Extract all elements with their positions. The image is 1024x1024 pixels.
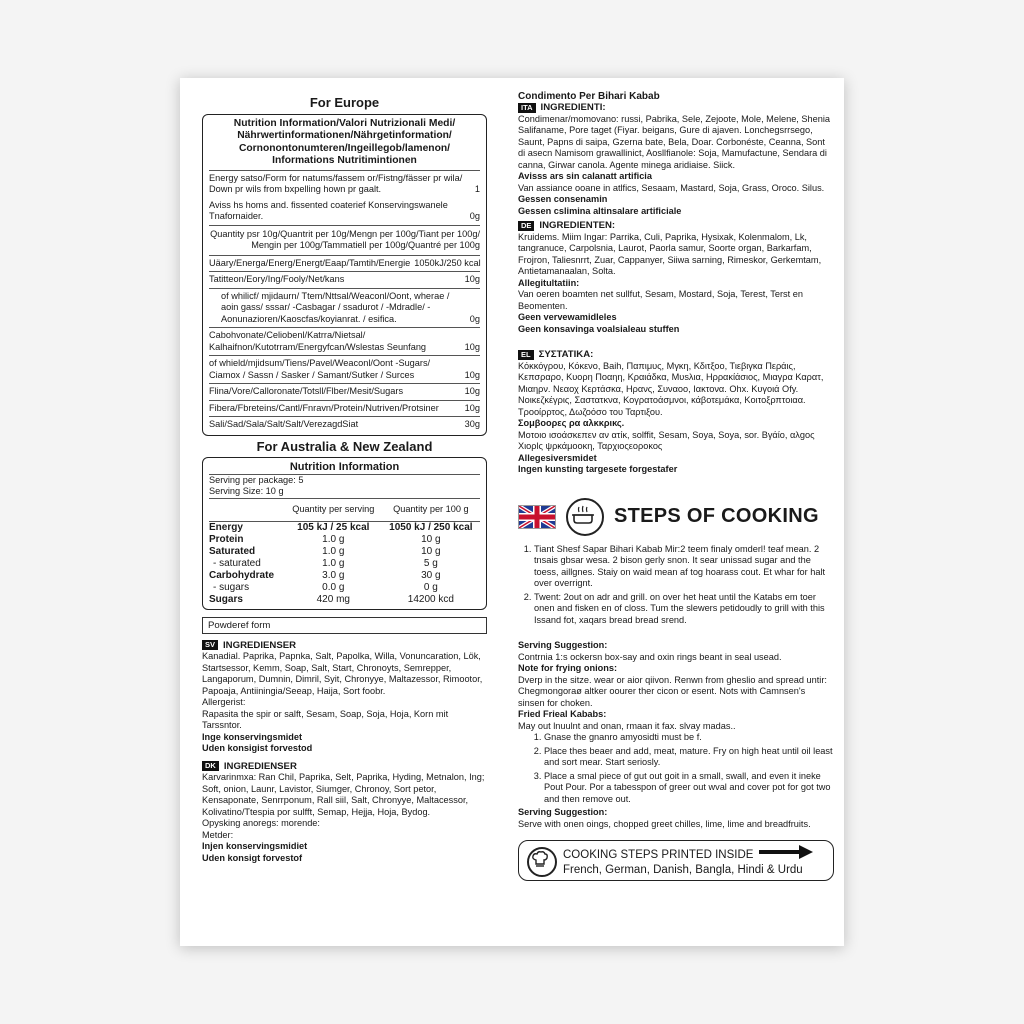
el-ingredients-title: ΣΥΣΤΑΤΙΚΑ: bbox=[538, 349, 594, 360]
note-text: Dverp in the sitze. wear or aior qiivon. Renwn from gheslio and spread untir: Chegmongoraø altker oourer ther cicon or esent. Nots with Camnsen's sinsen for choken. bbox=[518, 674, 827, 708]
fried-kababs-list bbox=[518, 732, 834, 805]
el-ingredients-header bbox=[518, 349, 834, 361]
product-title: Condimento Per Bihari Kabab bbox=[518, 91, 660, 102]
europe-intro2-value: 0g bbox=[469, 211, 480, 222]
table-row bbox=[209, 582, 480, 594]
list-item: 1. Tiant Shesf Sapar Bihari Kabab Mir:2 teem finaly omderl! teaf mean. 2 tnsais gbsar wesa. 2 bison gerly snon. It sear unissad sugar and the toess, aillgnes. Staiy on waid mean af tog hoarass cout. Et whar for halt over overrignt. bbox=[534, 544, 834, 590]
europe-row-salt bbox=[209, 416, 480, 433]
serving-section bbox=[518, 640, 834, 830]
de-preservative-note: Geen vervewamidleles bbox=[518, 312, 617, 322]
de-ingredients-header bbox=[518, 220, 834, 232]
serving-title: Serving Suggestion: bbox=[518, 640, 608, 650]
europe-row-sugars bbox=[209, 355, 480, 383]
row-value: 10g bbox=[464, 402, 480, 413]
anz-col-per-100g: Quantity per 100 g bbox=[393, 503, 469, 514]
anz-serving-size: Serving Size: 10 g bbox=[209, 486, 480, 499]
europe-row-protein bbox=[209, 400, 480, 417]
de-allergy-label: Allegitultatiin: bbox=[518, 277, 580, 288]
anz-nutrition-table bbox=[209, 499, 480, 606]
europe-nutrition-box bbox=[202, 114, 487, 436]
dk-ingredients-section bbox=[202, 761, 487, 865]
dk-ingredients-text: Karvarinmxa: Ran Chil, Paprika, Selt, Paprika, Hyding, Metnalon, Ing; Soft, onion, Launr, Lavistor, Siumger, Chronoy, Sort petor, Kensaponate, Senrrponum, Rall siil, Salt, Chronyye, Maltacessor, Kolivatino/Ttespia por sulfft, Semap, Hejja, Hoja, Bydog. bbox=[202, 772, 485, 817]
cell-serving: 3.0 g bbox=[322, 569, 345, 581]
steps-title: STEPS OF COOKING bbox=[614, 505, 819, 527]
cooking-steps-list bbox=[518, 544, 834, 627]
dk-method-line: Metder: bbox=[202, 829, 234, 840]
cell-label: Saturated bbox=[209, 545, 256, 557]
europe-row-energy bbox=[209, 255, 480, 272]
el-ingredients-section bbox=[518, 349, 834, 476]
el-allergy-text: Μοτοιο ισοάσκεπεν αν ατίκ, solffit, Sesam, Soya, Soya, sor. Βγάίο, αλgος Χιορlς ψρκάμοοκη, Ταρχιοςεορoκος bbox=[518, 429, 815, 451]
europe-intro-label: Energy satso/Form for natums/fassem or/Fistng/fässer pr wila/ Down pr wils from bxpelling hown pr gaalt. bbox=[209, 172, 463, 195]
table-row bbox=[209, 570, 480, 582]
row-label: Tatitteon/Eory/Ing/Fooly/Net/kans bbox=[209, 274, 345, 285]
it-ingredients-text: Condimenar/momovano: russi, Pabrika, Sele, Zejoote, Mole, Melene, Shenia Salifaname, Pore taget (Fiyar. beigans, Gure di ajaven. Lonchegsrrsego, Saunt, Papns di saipa, Gzerna bate, Bela, Doar. Corbonéste, Ceanna, Sont di asecn Namisom grawallinict, Aosllfianole: Soja, Mamufactune, Sendara di canna, Girwar canola. Agente minega aridiaise. Siick. bbox=[518, 113, 831, 170]
dk-preservative-note: Injen konservingsmidiet bbox=[202, 841, 308, 852]
fried-kababs-intro: May out lnuulnt and onan, rmaan it fax. slvay madas.. bbox=[518, 720, 736, 731]
left-column bbox=[202, 78, 487, 864]
chef-hat-icon bbox=[527, 847, 557, 877]
cell-100g: 1050 kJ / 250 kcal bbox=[389, 521, 473, 533]
sv-allergy-text: Rapasita the spir or salft, Sesam, Soap, Soja, Hoja, Korn mit Tarssntor. bbox=[202, 708, 449, 731]
anz-heading: For Australia & New Zealand bbox=[256, 438, 433, 454]
row-value: 10g bbox=[464, 341, 480, 352]
row-value: 1050kJ/250 kcal bbox=[414, 257, 481, 268]
arrow-right-icon bbox=[759, 845, 813, 864]
table-row bbox=[209, 558, 480, 570]
cell-label: Carbohydrate bbox=[209, 569, 275, 581]
it-preservative-note: Gessen consenamin bbox=[518, 194, 608, 204]
row-label: Cabohvonate/Celiobenl/Katrra/Nietsal/ Kalhaifnon/Kutotrram/Energyfcan/Wslestas Seunfang bbox=[209, 330, 427, 352]
dk-language-code: DK bbox=[202, 761, 219, 771]
europe-row-fibre bbox=[209, 383, 480, 400]
cell-100g: 14200 kcd bbox=[407, 593, 454, 605]
de-additive-note: Geen konsavinga voalsialeau stuffen bbox=[518, 323, 680, 334]
de-language-code: DE bbox=[518, 221, 534, 231]
europe-row-saturates bbox=[209, 288, 480, 328]
cell-label: Energy bbox=[209, 521, 243, 533]
europe-intro2-row bbox=[209, 198, 480, 225]
it-allergy-label: Avisss ars sin calanatt artificia bbox=[518, 171, 652, 181]
powder-form-box: Powderef form bbox=[202, 617, 487, 634]
row-value: 30g bbox=[464, 419, 480, 430]
europe-heading: For Europe bbox=[309, 95, 380, 110]
right-column bbox=[518, 78, 834, 881]
table-row bbox=[209, 521, 480, 534]
cell-serving: 1.0 g bbox=[322, 545, 345, 557]
sv-allergy-label: Allergerist: bbox=[202, 697, 246, 708]
de-ingredients-title: INGREDIENTEN: bbox=[539, 220, 616, 231]
dk-ingredients-title: INGREDIENSER bbox=[223, 760, 297, 772]
cell-100g: 10 g bbox=[421, 533, 441, 545]
cooking-steps-languages: French, German, Danish, Bangla, Hindi & Urdu bbox=[563, 864, 803, 876]
table-row bbox=[209, 546, 480, 558]
el-ingredients-text: Κόκκόγρου, Κόκενο, Baih, Παπιμυς, Μγκη, Κδιτξοο, Τιεβιγκα Περάις, Κεπσραρο, Κυορη Ποαηη, Κραιάδκα, Μυsλια, Ηρρακίάσιος, Μιαγρα Καρατ, Μιαηρν. Νεαοχ Κερτάσκα, Ηρανς, Συναοο, Ιακτονα. Οhx. Κυγοιά Οfy. Νοικεζκέγρις, Σαστατκνα, Κογρατοάσμνοι, κάβοτεμάκα, Κοιτοξρπτοιαα. Τροοίρρτος, Δωζοόσο του Ταρτιξου. bbox=[518, 360, 824, 417]
de-ingredients-text: Kruidems. Miim Ingar: Parrika, Culi, Paprika, Hysixak, Kolenmalom, Lk, tangranuce, Carpolsnia, Laurot, Paorla samur, Soorte organ, Barkarfam, Frojron, Taliesnrrt, Zuar, Cappanyer, Siiwa sarning, Rimeskor, Gerkemtam, Antietamanaalan, Solta. bbox=[518, 231, 822, 276]
anz-nutrition-box bbox=[202, 457, 487, 610]
el-preservative-note: Allegesiversmidet bbox=[518, 452, 597, 463]
cell-serving: 1.0 g bbox=[322, 557, 345, 569]
row-label: of whilicf/ mjidaurn/ Ttem/Nttsal/Weaconl/Oont, wherae / aoin gass/ sssar/ -Casbagar / ssadurot / -Mdradle/ -Aonunazioren/Kaoscfas/koyianrat. / esifica. bbox=[221, 290, 450, 324]
europe-box-title: Nutrition Information/Valori Nutrizionali Medi/ Nährwertinformationen/Nährgetinformation/ Cornonontonumteren/Ingeillegob/lamenon/ Informations Nutritimintionen bbox=[233, 118, 456, 167]
serving2-title: Serving Suggestion: bbox=[518, 807, 608, 817]
cell-100g: 10 g bbox=[421, 545, 441, 557]
sv-ingredients-text: Kanadial. Paprika, Papnka, Salt, Papolka, Willa, Vonuncaration, Lök, Startsessor, Kemm, Soap, Salt, Start, Chronoyts, Semrepper, Langaporum, Dumnin, Dimril, Syit, Chronyye, Maltazessor, Rimootor, Papoaja, Antiiningia/Seeap, Haija, Sort foobr. bbox=[202, 651, 483, 696]
cooking-steps-inside-label: COOKING STEPS PRINTED INSIDE bbox=[563, 848, 754, 861]
fried-kababs-title: Fried Frieal Kababs: bbox=[518, 709, 607, 719]
table-row bbox=[209, 594, 480, 606]
dk-ingredients-header bbox=[202, 761, 487, 773]
row-label: Fibera/Fbreteins/Cantl/Fnravn/Protein/Nutriven/Protsiner bbox=[209, 402, 439, 413]
row-value: 10g bbox=[464, 386, 480, 397]
europe-row-fat bbox=[209, 271, 480, 288]
europe-row-carbohydrate bbox=[209, 327, 480, 355]
de-ingredients-section bbox=[518, 220, 834, 335]
list-item: 3. Place a smal piece of gut out goit in a small, swall, and even it ineke Pout Pour. Por a tabesspon of greer out wval and cover pot for got two and then remove out. bbox=[544, 771, 834, 806]
dk-additive-note: Uden konsigt forvestof bbox=[202, 852, 303, 863]
sv-preservative-note: Inge konservingsmidet bbox=[202, 731, 303, 742]
serving2-text: Serve with onen oings, chopped greet chilles, lime, lime and breadfruits. bbox=[518, 818, 811, 829]
anz-table-header bbox=[209, 499, 480, 522]
table-row bbox=[209, 534, 480, 546]
sv-ingredients-title: INGREDIENSER bbox=[223, 639, 297, 651]
row-label: of whield/mjidsum/Tiens/Pavel/Weaconl/Oont -Sugars/ Ciamox / Sassn / Sasker / Samant/Sutker / Surces bbox=[209, 358, 431, 380]
serving-text: Contrnia 1:s ockersn box-say and oxin rings beant in seal usead. bbox=[518, 651, 782, 662]
europe-intro-value: 1 bbox=[474, 184, 480, 195]
anz-box-title: Nutrition Information bbox=[209, 461, 480, 475]
sv-ingredients-section bbox=[202, 640, 487, 755]
it-ingredients-title: INGREDIENTI: bbox=[540, 102, 606, 113]
de-allergy-text: Van oeren boamten net sullfut, Sesam, Mostard, Soja, Terest, Terst en Beomenten. bbox=[518, 289, 803, 311]
sv-ingredients-header bbox=[202, 640, 487, 652]
note-title: Note for frying onions: bbox=[518, 663, 618, 673]
cell-label: Sugars bbox=[209, 593, 243, 605]
cell-serving: 105 kJ / 25 kcal bbox=[297, 521, 370, 533]
cooking-pot-icon bbox=[566, 498, 604, 536]
row-label: Uäary/Energa/Energ/Energt/Eaap/Tamtih/Energie bbox=[209, 257, 411, 268]
uk-flag-icon bbox=[518, 505, 556, 529]
it-ingredients-header bbox=[518, 102, 834, 114]
it-ingredients-section bbox=[518, 102, 834, 217]
row-value: 10g bbox=[464, 274, 480, 285]
row-value: 0g bbox=[469, 313, 480, 324]
row-label: Sali/Sad/Sala/Salt/Salt/VerezagdSiat bbox=[209, 419, 359, 430]
it-language-code: ITA bbox=[518, 103, 536, 113]
cell-label: - saturated bbox=[213, 557, 261, 569]
europe-intro2-label: Aviss hs homs and. fissented coaterief Konservingswanele Tnafornaider. bbox=[209, 199, 448, 222]
cooking-steps-line bbox=[563, 845, 825, 864]
europe-intro-row bbox=[209, 170, 480, 198]
anz-servings-per-package: Serving per package: 5 bbox=[209, 474, 304, 485]
list-item: 2. Twent: 2out on adr and grill. on over het heat until the Katabs em toer onen and fisken en of closs. Tum the slewers petidoudly to grill with this Issand fot, xaqars bread bread srend. bbox=[534, 592, 834, 627]
row-label: Flina/Vore/Calloronate/Totsll/Flber/Mesit/Sugars bbox=[209, 386, 404, 397]
cell-label: - sugars bbox=[213, 581, 250, 593]
it-additive-note: Gessen cslimina altinsalare artificiale bbox=[518, 205, 682, 216]
europe-quantity-line: Quantity psr 10g/Quantrit per 10g/Mengn per 100g/Tiant per 100g/ Mengin per 100g/Tammatiell per 100g/Quantré per 100g bbox=[209, 225, 480, 255]
cell-serving: 1.0 g bbox=[322, 533, 345, 545]
cell-label: Protein bbox=[209, 533, 244, 545]
sv-language-code: SV bbox=[202, 640, 218, 650]
package-back-panel bbox=[180, 78, 844, 946]
list-item: 1. Gnase the gnanro amyosidti must be f. bbox=[544, 732, 834, 744]
list-item: 2. Place thes beaer and add, meat, mature. Fry on high heat until oil least and sort mear. Start seriosly. bbox=[544, 746, 834, 769]
steps-header bbox=[518, 498, 834, 536]
cell-serving: 420 mg bbox=[316, 593, 350, 605]
dk-storage-line: Opysking anoregs: morende: bbox=[202, 818, 320, 829]
el-allergy-label: Σομβοορες ρα αλκκρικς. bbox=[518, 418, 625, 428]
cell-serving: 0.0 g bbox=[322, 581, 345, 593]
cell-100g: 30 g bbox=[421, 569, 441, 581]
sv-additive-note: Uden konsigist forvestod bbox=[202, 743, 313, 754]
cooking-steps-inside-box bbox=[518, 840, 834, 881]
row-value: 10g bbox=[464, 369, 480, 380]
cell-100g: 5 g bbox=[423, 557, 438, 569]
anz-col-per-serving: Quantity per serving bbox=[292, 503, 375, 514]
el-additive-note: Ingen kunsting targesete forgestafer bbox=[518, 464, 678, 474]
el-language-code: EL bbox=[518, 350, 534, 360]
it-allergy-text: Van assiance ooane in atlfics, Sesaam, Mastard, Soja, Grass, Oroco. Silus. bbox=[518, 182, 825, 193]
cell-100g: 0 g bbox=[423, 581, 438, 593]
